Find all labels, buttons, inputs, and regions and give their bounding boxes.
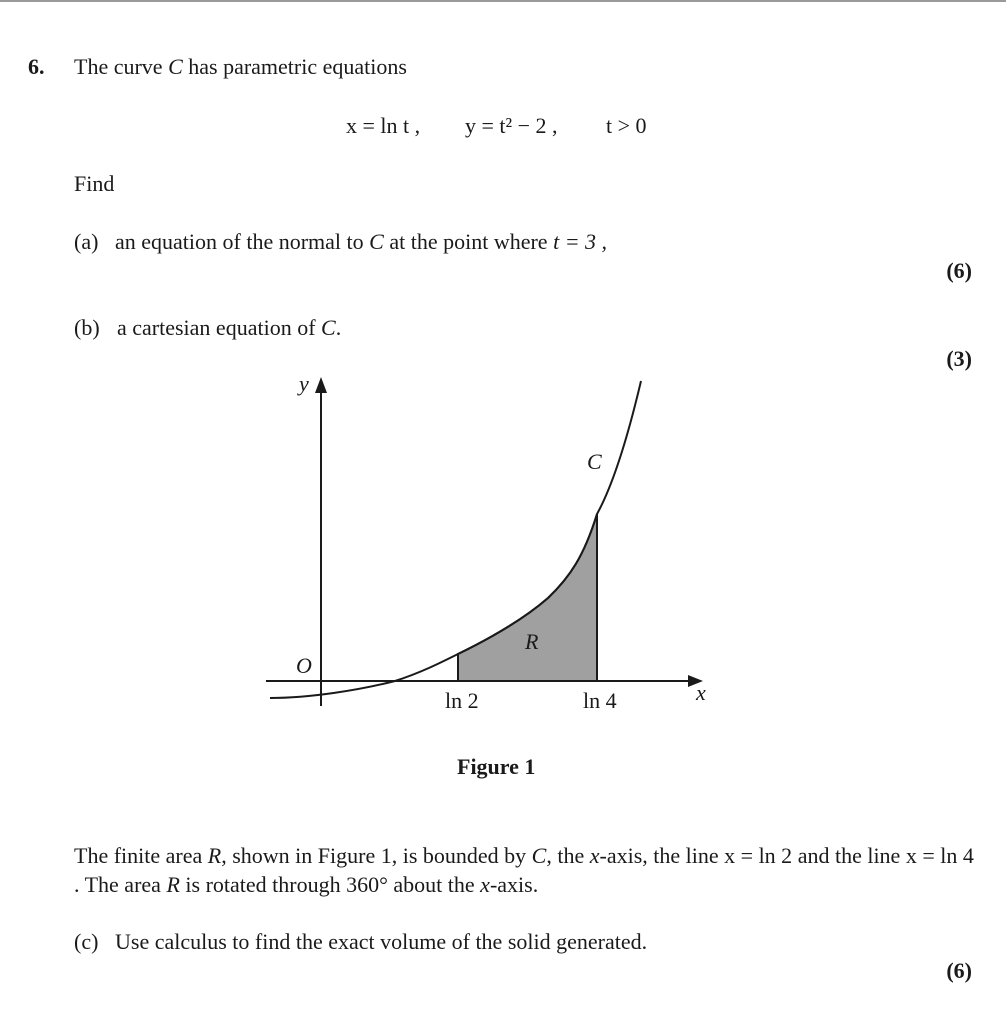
para-s6: . The area [74, 872, 167, 897]
x-tick-ln4: ln 4 [583, 688, 617, 713]
question-number: 6. [28, 54, 45, 79]
x-tick-ln2: ln 2 [445, 688, 479, 713]
para-s4: -axis, the line [599, 843, 725, 868]
para-eq2: x = ln 4 [905, 843, 974, 868]
y-axis-label: y [299, 371, 309, 396]
part-a-condition: t = 3 , [553, 229, 608, 254]
intro-pre: The curve [74, 54, 169, 79]
part-a-pre: an equation of the normal to [115, 229, 370, 254]
part-a-post: at the point where [383, 229, 554, 254]
curve-label: C [587, 449, 602, 474]
para-c1: C [531, 843, 547, 868]
part-c-text: Use calculus to find the exact volume of the solid generated. [115, 929, 648, 954]
intro-post: has parametric equations [182, 54, 407, 79]
para-s1: The finite area [74, 843, 208, 868]
part-c-marks: (6) [946, 958, 972, 983]
origin-label: O [296, 653, 312, 678]
para-s8: about the [387, 872, 481, 897]
part-b-label: (b) [74, 315, 100, 340]
para-eq1: x = ln 2 [724, 843, 793, 868]
para-r1: R [207, 843, 222, 868]
x-axis-label: x [696, 680, 706, 705]
part-a-curve: C [369, 229, 384, 254]
equation-x: x = ln t , [346, 113, 421, 138]
region-label: R [525, 629, 539, 654]
para-x2: x [480, 872, 490, 897]
para-angle: 360° [346, 872, 388, 897]
region-r [458, 514, 597, 681]
part-a-label: (a) [74, 229, 99, 254]
equation-y: y = t² − 2 , [465, 113, 558, 138]
part-b-marks: (3) [946, 346, 972, 371]
figure-caption: Figure 1 [457, 754, 536, 779]
para-s5: and the line [792, 843, 906, 868]
para-r2: R [166, 872, 180, 897]
para-s2: , shown in Figure 1, is bounded by [221, 843, 532, 868]
part-b-pre: a cartesian equation of [117, 315, 322, 340]
find-label: Find [74, 171, 115, 196]
part-b-post: . [335, 315, 342, 340]
para-x1: x [589, 843, 600, 868]
para-s3: , the [546, 843, 590, 868]
curve-name: C [168, 54, 183, 79]
para-s9: -axis. [489, 872, 539, 897]
part-b-curve: C [321, 315, 336, 340]
para-s7: is rotated through [179, 872, 347, 897]
y-axis-arrow [315, 377, 327, 393]
equation-t-condition: t > 0 [606, 113, 647, 138]
part-c-label: (c) [74, 929, 99, 954]
part-a-marks: (6) [946, 258, 972, 283]
area-description [74, 841, 974, 899]
